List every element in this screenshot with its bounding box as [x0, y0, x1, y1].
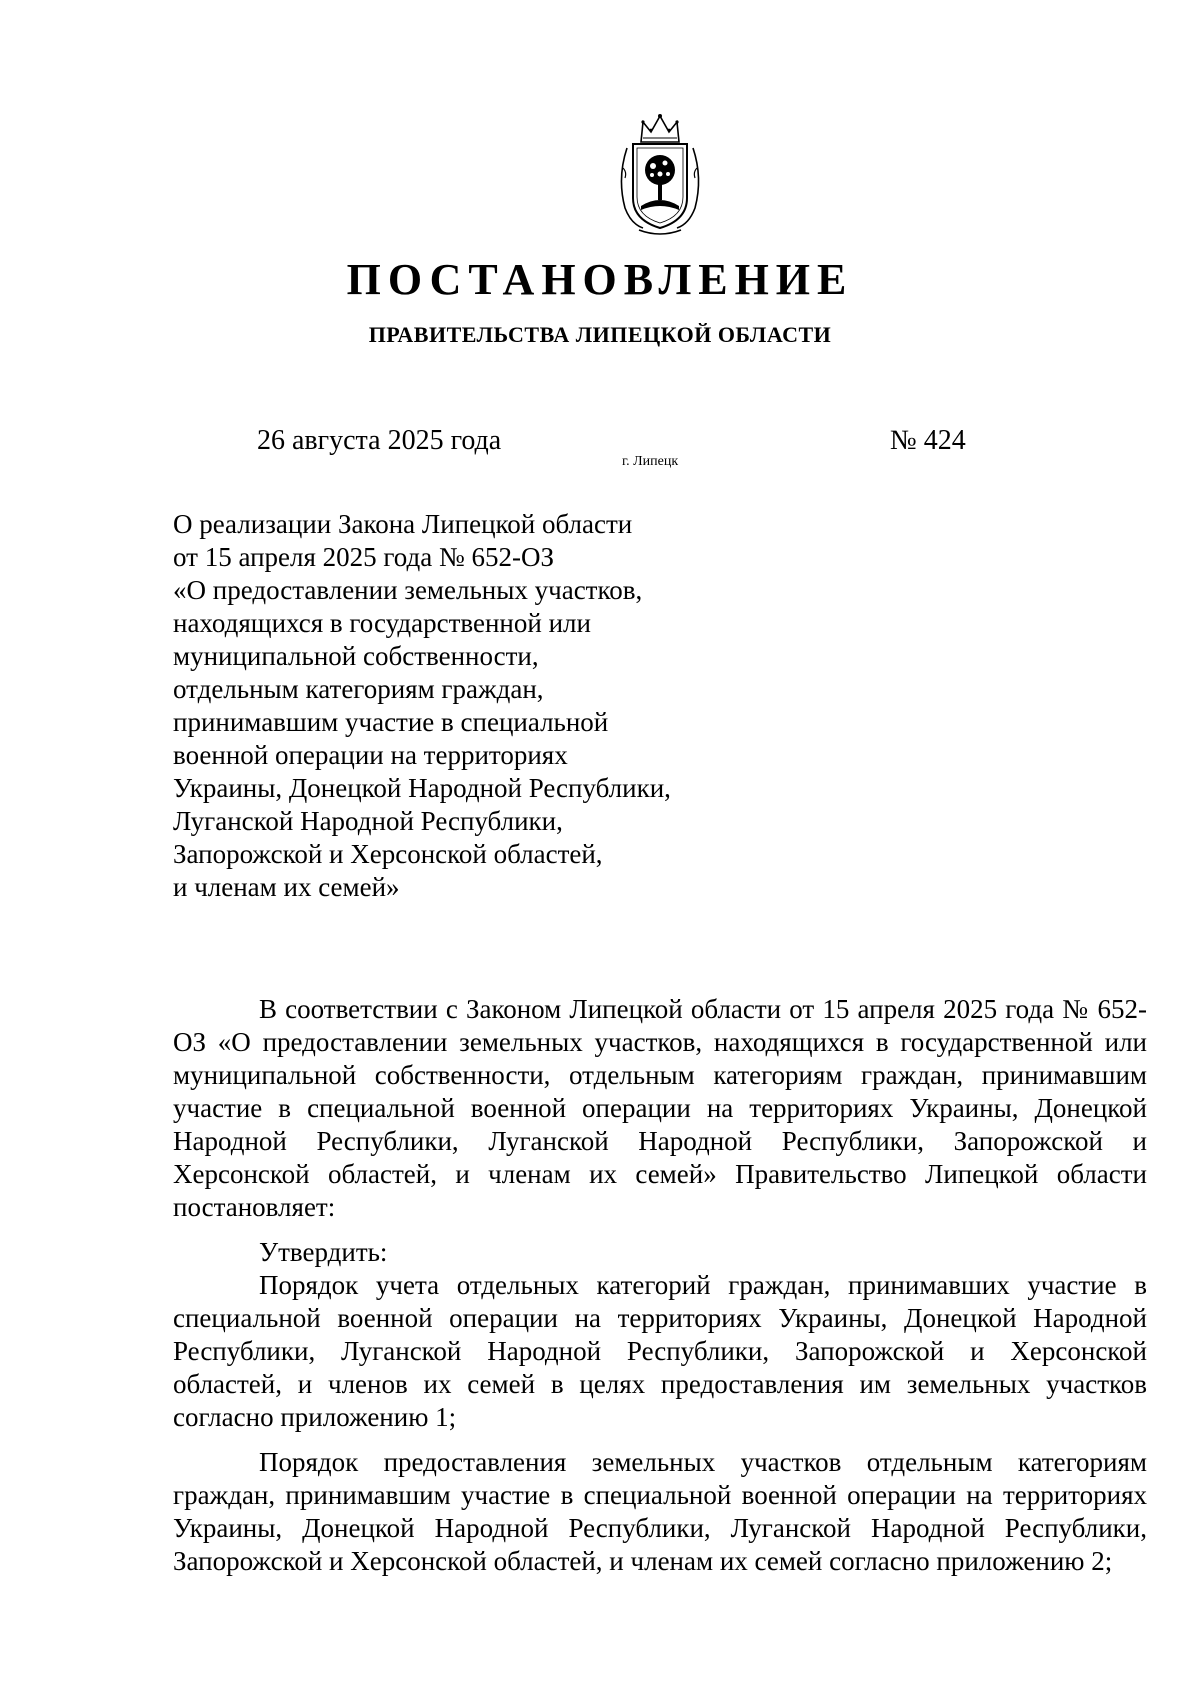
- preamble-paragraph: В соответствии с Законом Липецкой области от 15 апреля 2025 года № 652-ОЗ «О предоставлении земельных участков, находящихся в государственной или муниципальной собственности, отдельным категориям граждан, принимавшим участие в специальной военной операции на территориях Украины, Донецкой Народной Республики, Луганской Народной Республики, Запорожской и Херсонской областей, и членам их семей» Правительство Липецкой области постановляет:: [173, 994, 1147, 1222]
- title-line: принимавшим участие в специальной: [173, 707, 609, 737]
- title-line: муниципальной собственности,: [173, 641, 539, 671]
- title-line: находящихся в государственной или: [173, 608, 591, 638]
- document-title: [173, 508, 733, 904]
- document-city: г. Липецк: [622, 454, 679, 469]
- approve-paragraph: Утвердить:: [259, 1237, 388, 1267]
- approved-item-1: Порядок учета отдельных категорий граждан, принимавших участие в специальной военной операции на территориях Украины, Донецкой Народной Республики, Луганской Народной Республики, Запорожской и Херсонской областей, и членов их семей в целях предоставления им земельных участков согласно приложению 1;: [173, 1270, 1147, 1432]
- title-line: отдельным категориям граждан,: [173, 674, 544, 704]
- title-line: военной операции на территориях: [173, 740, 568, 770]
- document-issuer: ПРАВИТЕЛЬСТВА ЛИПЕЦКОЙ ОБЛАСТИ: [368, 322, 832, 347]
- document-number: № 424: [890, 425, 966, 456]
- title-line: «О предоставлении земельных участков,: [173, 575, 643, 605]
- title-line: от 15 апреля 2025 года № 652-ОЗ: [173, 542, 555, 572]
- approved-item-2: Порядок предоставления земельных участков отдельным категориям граждан, принимавшим участие в специальной военной операции на территориях Украины, Донецкой Народной Республики, Луганской Народной Республики, Запорожской и Херсонской областей, и членам их семей согласно приложению 2;: [173, 1447, 1147, 1576]
- document-date: 26 августа 2025 года: [257, 425, 502, 456]
- title-line: О реализации Закона Липецкой области: [173, 509, 633, 539]
- title-line: Украины, Донецкой Народной Республики,: [173, 773, 671, 803]
- title-line: Луганской Народной Республики,: [173, 806, 563, 836]
- document-type-heading: ПОСТАНОВЛЕНИЕ: [346, 255, 854, 304]
- title-line: Запорожской и Херсонской областей,: [173, 839, 603, 869]
- document-body: [173, 993, 1147, 1578]
- lipetsk-coat-of-arms-icon: [613, 108, 707, 238]
- title-line: и членам их семей»: [173, 872, 400, 902]
